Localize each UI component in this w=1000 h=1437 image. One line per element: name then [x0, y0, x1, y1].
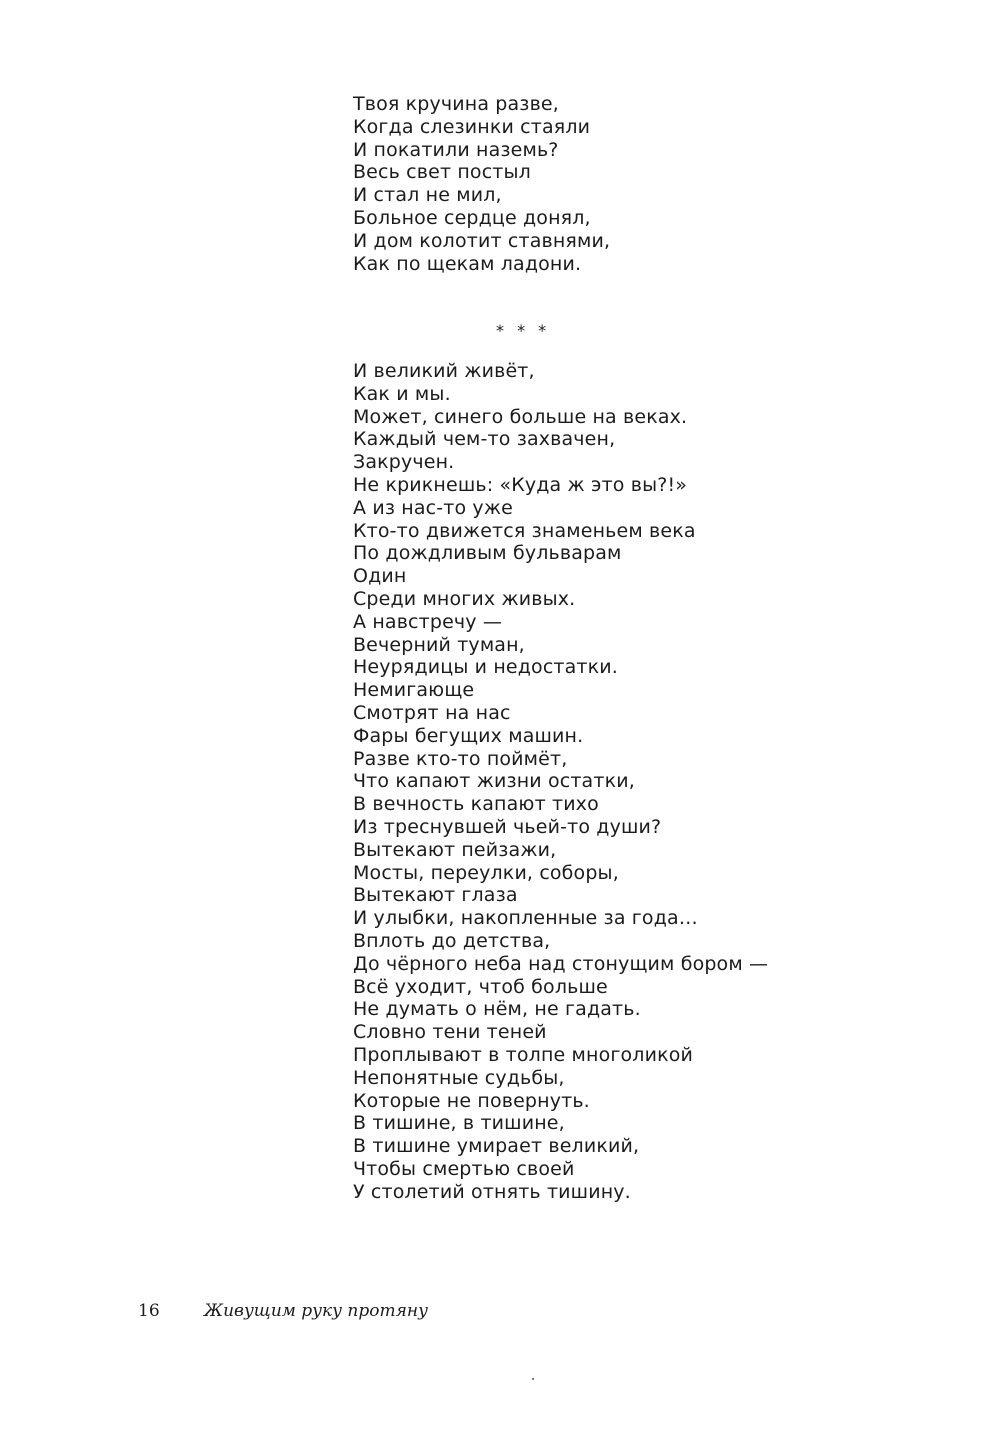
poem-line: И улыбки, накопленные за года…: [353, 907, 698, 930]
poem-line: И дом колотит ставнями,: [353, 229, 611, 252]
poem-line: Что капают жизни остатки,: [353, 770, 635, 793]
poem-line: Вытекают глаза: [353, 884, 518, 907]
poem-line: В тишине, в тишине,: [353, 1112, 565, 1135]
poem-line: Непонятные судьбы,: [353, 1066, 565, 1089]
poem-line: По дождливым бульварам: [353, 542, 622, 565]
poem-line: Фары бегущих машин.: [353, 724, 584, 747]
poem-line: Мосты, переулки, соборы,: [353, 861, 619, 884]
poem-line: Чтобы смертью своей: [353, 1157, 575, 1180]
stanza-separator: * * *: [496, 321, 551, 340]
poem-line: Весь свет постыл: [353, 161, 531, 184]
poem-line: Не крикнешь: «Куда ж это вы?!»: [353, 473, 688, 496]
poem-line: Не думать о нём, не гадать.: [353, 998, 641, 1021]
poem-line: Вытекают пейзажи,: [353, 838, 557, 861]
poem-line: Словно тени теней: [353, 1021, 547, 1044]
book-title: Живущим руку протяну: [204, 1301, 428, 1321]
page-number: 16: [138, 1301, 160, 1321]
poem-line: До чёрного неба над стонущим бором —: [353, 952, 769, 975]
poem-line: Всё уходит, чтоб больше: [353, 975, 608, 998]
poem-line: Среди многих живых.: [353, 587, 576, 610]
poem-line: Из треснувшей чьей-то души?: [353, 815, 662, 838]
poem-line: Может, синего больше на веках.: [353, 405, 688, 428]
poem-line: Проплывают в толпе многоликой: [353, 1043, 693, 1066]
poem-line: В вечность капают тихо: [353, 793, 599, 816]
poem-line: Кто-то движется знаменьем века: [353, 519, 696, 542]
poem-line: У столетий отнять тишину.: [353, 1180, 631, 1203]
poem-stanza-1: [353, 93, 610, 275]
poem-line: И стал не мил,: [353, 184, 502, 207]
poem-line: Разве кто-то поймёт,: [353, 747, 568, 770]
poem-line: Немигающе: [353, 679, 475, 702]
poem-line: Когда слезинки стаяли: [353, 115, 591, 138]
poem-line: А навстречу —: [353, 610, 503, 633]
poem-line: В тишине умирает великий,: [353, 1135, 640, 1158]
poem-line: Каждый чем-то захвачен,: [353, 428, 616, 451]
poem-line: И великий живёт,: [353, 360, 535, 382]
poem-stanza-2: [353, 360, 768, 1203]
poem-line: Больное сердце донял,: [353, 206, 591, 229]
poem-line: Вечерний туман,: [353, 633, 525, 656]
poem-line: Как по щекам ладони.: [353, 252, 582, 275]
poem-line: Твоя кручина разве,: [353, 93, 559, 115]
poem-line: Вплоть до детства,: [353, 929, 551, 952]
poem-line: Как и мы.: [353, 382, 451, 405]
poem-line: Закручен.: [353, 451, 455, 474]
print-speck: [532, 1378, 534, 1380]
poem-line: Неурядицы и недостатки.: [353, 656, 618, 679]
poem-line: Один: [353, 565, 407, 588]
poem-line: А из нас-то уже: [353, 496, 513, 519]
page-footer: [138, 1300, 428, 1322]
poem-line: Которые не повернуть.: [353, 1089, 590, 1112]
poem-line: И покатили наземь?: [353, 138, 559, 161]
poem-line: Смотрят на нас: [353, 701, 511, 724]
